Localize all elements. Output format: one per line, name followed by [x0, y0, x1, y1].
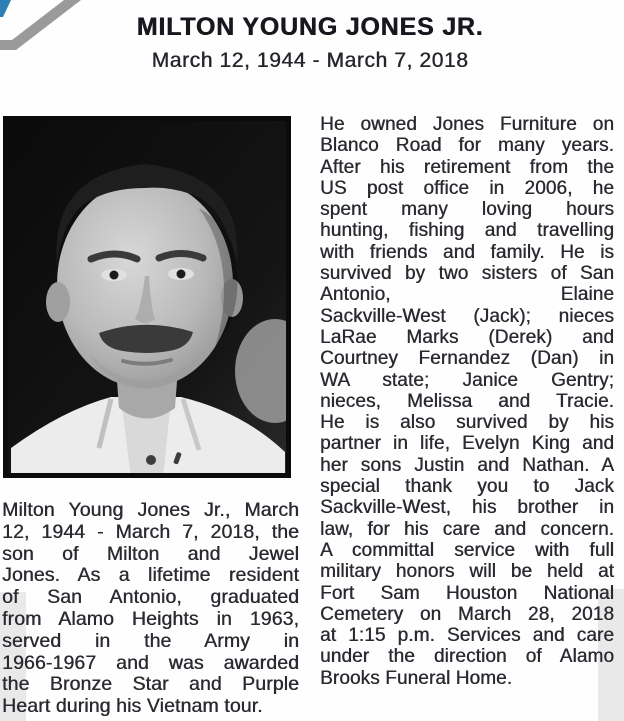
- text-line: from Alamo Heights in 1963,: [2, 607, 299, 630]
- text-line: son of Milton and Jewel: [2, 542, 299, 565]
- text-line: Brooks Funeral Home.: [320, 667, 513, 689]
- text-line: Cemetery on March 28, 2018: [320, 603, 614, 625]
- text-line: Jones. As a lifetime resident: [2, 564, 299, 587]
- text-line: 1966-1967 and was awarded: [2, 651, 299, 674]
- page-title: MILTON YOUNG JONES JR.: [136, 13, 484, 41]
- text-line: WA state; Janice Gentry;: [320, 369, 614, 391]
- text-line: under the direction of Alamo: [320, 646, 614, 668]
- obituary-right-column: [320, 114, 614, 689]
- text-line: spent many loving hours: [320, 199, 614, 221]
- text-line: US post office in 2006, he: [320, 177, 614, 199]
- text-line: military honors will be held at: [320, 561, 614, 583]
- text-line: Sackville-West, his brother in: [320, 497, 614, 519]
- text-line: Sackville-West (Jack); nieces: [320, 305, 614, 327]
- text-line: Courtney Fernandez (Dan) in: [320, 348, 614, 370]
- text-line: Blanco Road for many years.: [320, 135, 614, 157]
- text-line: After his retirement from the: [320, 156, 614, 178]
- text-line: with friends and family. He is: [320, 241, 614, 263]
- obituary-header: [0, 12, 620, 73]
- portrait-photo-illustration: [3, 116, 291, 478]
- text-line: special thank you to Jack: [320, 476, 614, 498]
- text-line: A committal service with full: [320, 539, 614, 561]
- text-line: served in the Army in: [2, 629, 299, 652]
- text-line: partner in life, Evelyn King and: [320, 433, 614, 455]
- text-line: hunting, fishing and travelling: [320, 220, 614, 242]
- text-line: 12, 1944 - March 7, 2018, the: [2, 520, 299, 543]
- text-line: Heart during his Vietnam tour.: [2, 695, 263, 718]
- life-dates: March 12, 1944 - March 7, 2018: [151, 49, 469, 72]
- text-line: law, for his care and concern.: [320, 518, 614, 540]
- text-line: the Bronze Star and Purple: [2, 673, 299, 696]
- text-line: Antonio, Elaine: [320, 284, 614, 306]
- text-line: He is also survived by his: [320, 412, 614, 434]
- text-line: LaRae Marks (Derek) and: [320, 326, 614, 348]
- text-line: at 1:15 p.m. Services and care: [320, 625, 614, 647]
- text-line: Fort Sam Houston National: [320, 582, 614, 604]
- obituary-left-column: [2, 500, 299, 718]
- portrait-photo: [3, 116, 291, 478]
- text-line: He owned Jones Furniture on: [320, 114, 614, 135]
- text-line: her sons Justin and Nathan. A: [320, 454, 614, 476]
- text-line: Milton Young Jones Jr., March: [2, 499, 299, 521]
- text-line: survived by two sisters of San: [320, 263, 614, 285]
- text-line: of San Antonio, graduated: [2, 586, 299, 609]
- text-line: nieces, Melissa and Tracie.: [320, 390, 614, 412]
